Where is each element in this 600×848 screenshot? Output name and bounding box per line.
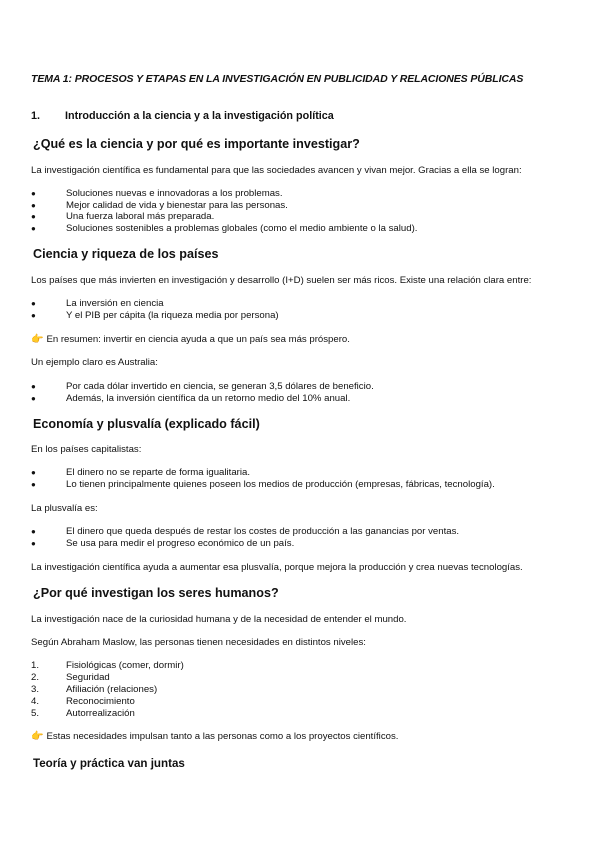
bullet-icon: ●	[31, 539, 36, 548]
paragraph-australia: Un ejemplo claro es Australia:	[31, 357, 158, 368]
heading-ciencia-riqueza: Ciencia y riqueza de los países	[33, 247, 219, 261]
pointing-hand-icon: 👉	[31, 731, 44, 742]
document-title: TEMA 1: PROCESOS Y ETAPAS EN LA INVESTIGACIÓN EN PUBLICIDAD Y RELACIONES PÚBLICAS	[31, 73, 524, 85]
paragraph-capitalistas: En los países capitalistas:	[31, 444, 142, 455]
pointing-hand-icon: 👉	[31, 334, 44, 345]
paragraph-ciencia: La investigación científica es fundamental para que las sociedades avancen y vivan mejor. Gracias a ella se logran:	[31, 165, 522, 176]
bullet-icon: ●	[31, 468, 36, 477]
paragraph-riqueza: Los países que más invierten en investigación y desarrollo (I+D) suelen ser más ricos. Existe una relación clara entre:	[31, 275, 532, 286]
paragraph-maslow: Según Abraham Maslow, las personas tienen necesidades en distintos niveles:	[31, 637, 366, 648]
bullet-icon: ●	[31, 224, 36, 233]
note-necesidades: 👉 Estas necesidades impulsan tanto a las personas como a los proyectos científicos.	[31, 731, 399, 742]
section-number: 1.	[31, 110, 41, 122]
paragraph-curiosidad: La investigación nace de la curiosidad humana y de la necesidad de entender el mundo.	[31, 614, 407, 625]
heading-por-que-investigan: ¿Por qué investigan los seres humanos?	[33, 586, 279, 600]
bullet-icon: ●	[31, 189, 36, 198]
paragraph-aumentar: La investigación científica ayuda a aumentar esa plusvalía, porque mejora la producción y crea nuevas tecnologías.	[31, 562, 523, 573]
bullet-icon: ●	[31, 480, 36, 489]
bullet-icon: ●	[31, 382, 36, 391]
bullet-icon: ●	[31, 212, 36, 221]
heading-teoria-practica: Teoría y práctica van juntas	[33, 757, 185, 770]
bullet-icon: ●	[31, 527, 36, 536]
heading-economia-plusvalia: Economía y plusvalía (explicado fácil)	[33, 417, 260, 431]
bullet-icon: ●	[31, 311, 36, 320]
heading-que-es-ciencia: ¿Qué es la ciencia y por qué es importante investigar?	[33, 137, 360, 151]
note-resumen: 👉 En resumen: invertir en ciencia ayuda a que un país sea más próspero.	[31, 334, 350, 345]
bullet-icon: ●	[31, 299, 36, 308]
paragraph-plusvalia: La plusvalía es:	[31, 503, 98, 514]
document-page: TEMA 1: PROCESOS Y ETAPAS EN LA INVESTIGACIÓN EN PUBLICIDAD Y RELACIONES PÚBLICAS 1. Introducción a la ciencia y a la investigación política ¿Qué es la ciencia y por qué es importante investigar? La investigación científica es fundamental para que las sociedades avancen y vivan mejor. Gracias a ella se logran: ● Soluciones nuevas e innovadoras a los problemas. ● Mejor calidad de vida y bienestar para las personas. ● Una fuerza laboral más preparada. ● Soluciones sostenibles a problemas globales (como el medio ambiente o la salud). Ciencia y riqueza de los países Los países que más invierten en investigación y desarrollo (I+D) suelen ser más ricos. Existe una relación clara entre: ● La inversión en ciencia ● Y el PIB per cápita (la riqueza media por persona) 👉 En resumen: invertir en ciencia ayuda a que un país sea más próspero. Un ejemplo claro es Australia: ● Por cada dólar invertido en ciencia, se generan 3,5 dólares de beneficio. ● Además, la inversión científica da un retorno medio del 10% anual. Economía y plusvalía (explicado fácil) En los países capitalistas: ● El dinero no se reparte de forma igualitaria. ● Lo tienen principalmente quienes poseen los medios de producción (empresas, fábricas, tecnología). La plusvalía es: ● El dinero que queda después de restar los costes de producción a las ganancias por ventas. ● Se usa para medir el progreso económico de un país. La investigación científica ayuda a aumentar esa plusvalía, porque mejora la producción y crea nuevas tecnologías. ¿Por qué investigan los seres humanos? La investigación nace de la curiosidad humana y de la necesidad de entender el mundo. Según Abraham Maslow, las personas tienen necesidades en distintos niveles: 1. Fisiológicas (comer, dormir) 2. Seguridad 3. Afiliación (relaciones) 4. Reconocimiento 5. Autorrealización 👉 Estas necesidades impulsan tanto a las personas como a los proyectos científicos. Teoría y práctica van juntas	[31, 73, 532, 770]
section-label: Introducción a la ciencia y a la investigación política	[65, 110, 334, 122]
bullet-icon: ●	[31, 201, 36, 210]
bullet-icon: ●	[31, 394, 36, 403]
